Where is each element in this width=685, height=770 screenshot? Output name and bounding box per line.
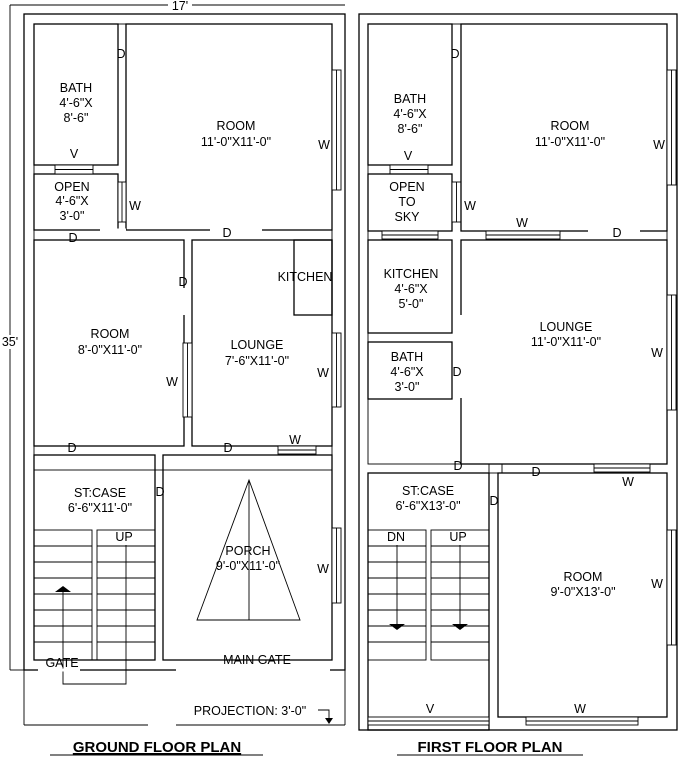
ff-stair-up-label: UP bbox=[449, 530, 467, 544]
ff-open-window-mark: W bbox=[464, 199, 476, 213]
gf-room2-window-mark: W bbox=[166, 375, 178, 389]
ff-inner-wall bbox=[368, 24, 667, 464]
ff-room2-window-mark: W bbox=[651, 577, 663, 591]
gf-lounge-label: LOUNGE bbox=[230, 338, 284, 352]
ground-floor-plan bbox=[0, 0, 345, 756]
gf-lounge-door-mark-top: D bbox=[222, 226, 232, 240]
ff-room1-size: 11'-0"X11'-0" bbox=[534, 135, 606, 149]
ff-open-sky-label: SKY bbox=[394, 210, 420, 224]
gf-kitchen-label: KITCHEN bbox=[277, 270, 333, 284]
gf-stair-treads bbox=[34, 546, 155, 642]
ff-room1-door-mark: D bbox=[450, 47, 460, 61]
gf-room2-door-mark-top: D bbox=[68, 231, 78, 245]
ff-kitchen-size1: 4'-6"X bbox=[394, 282, 428, 296]
ff-bath2-size1: 4'-6"X bbox=[390, 365, 424, 379]
ff-lounge-label: LOUNGE bbox=[539, 320, 593, 334]
ff-room2-label: ROOM bbox=[563, 570, 603, 584]
ff-open-to-label: TO bbox=[398, 195, 416, 209]
gf-room2-size: 8'-0"X11'-0" bbox=[77, 343, 143, 357]
ground-floor-title: GROUND FLOOR PLAN bbox=[72, 739, 242, 756]
gf-bath-size2: 8'-6" bbox=[63, 111, 89, 125]
ff-kitchen-label: KITCHEN bbox=[383, 267, 439, 281]
gf-lounge-size: 7'-6"X11'-0" bbox=[224, 354, 290, 368]
gf-open-label: OPEN bbox=[54, 180, 90, 194]
ff-bath1-v-mark: V bbox=[403, 149, 413, 163]
ff-stcase-size: 6'-6"X13'-0" bbox=[395, 499, 461, 513]
ff-lounge bbox=[461, 240, 667, 464]
first-floor-plan bbox=[359, 14, 677, 756]
ff-room1-bottom-door-mark: D bbox=[612, 226, 622, 240]
ff-column-notch bbox=[489, 464, 502, 473]
gf-stair-arrow-icon bbox=[55, 586, 71, 592]
gf-stair-up-label: UP bbox=[115, 530, 133, 544]
ff-stair-dn-arrow-icon bbox=[389, 624, 405, 630]
gf-room2-door-mark-right: D bbox=[178, 275, 188, 289]
ff-kitchen-size2: 5'-0" bbox=[398, 297, 424, 311]
gf-porch-label: PORCH bbox=[225, 544, 271, 558]
gf-bath-v-mark: V bbox=[69, 147, 79, 161]
gf-stcase-door-mark: D bbox=[67, 441, 77, 455]
gf-lounge-door-mark-bottom: D bbox=[223, 441, 233, 455]
gf-room1-size: 11'-0"X11'-0" bbox=[200, 135, 272, 149]
gf-room1-door-mark: D bbox=[116, 47, 126, 61]
depth-dimension-label: 35' bbox=[1, 335, 19, 349]
ff-stair-dn-label: DN bbox=[386, 530, 406, 544]
ff-bath1-size1: 4'-6"X bbox=[393, 107, 427, 121]
ff-lounge-bottom-window-mark: W bbox=[622, 475, 634, 489]
gf-projection-label: PROJECTION: 3'-0" bbox=[193, 704, 307, 718]
gf-stcase-size: 6'-6"X11'-0" bbox=[67, 501, 133, 515]
gf-gate-label: GATE bbox=[45, 656, 79, 670]
ff-bath1-label: BATH bbox=[393, 92, 427, 106]
width-dimension-label: 17' bbox=[171, 0, 189, 13]
ff-room2-size: 9'-0"X13'-0" bbox=[550, 585, 616, 599]
gf-lounge-bottom-window-mark: W bbox=[289, 433, 301, 447]
ff-stair-v-mark: V bbox=[425, 702, 435, 716]
ff-bath2-door-mark: D bbox=[452, 365, 462, 379]
gf-lounge-window-mark: W bbox=[317, 366, 329, 380]
gf-porch-door-mark: D bbox=[155, 485, 165, 499]
ff-stcase-door-mark: D bbox=[453, 459, 463, 473]
gf-room1-label: ROOM bbox=[216, 119, 256, 133]
ff-stair-treads bbox=[368, 546, 489, 642]
ff-open-label: OPEN bbox=[389, 180, 425, 194]
gf-room1-window-mark: W bbox=[318, 138, 330, 152]
ff-room2-door-mark-left: D bbox=[489, 494, 499, 508]
gf-open-size2: 3'-0" bbox=[59, 209, 85, 223]
ff-room1-window-mark: W bbox=[653, 138, 665, 152]
first-floor-title: FIRST FLOOR PLAN bbox=[417, 739, 563, 756]
ff-stair-up-arrow-icon bbox=[452, 624, 468, 630]
ff-room1-label: ROOM bbox=[550, 119, 590, 133]
gf-bath-size1: 4'-6"X bbox=[59, 96, 93, 110]
ff-stcase-label: ST:CASE bbox=[401, 484, 455, 498]
gf-porch-size: 9'-0"X11'-0" bbox=[215, 559, 281, 573]
gf-stcase-label: ST:CASE bbox=[73, 486, 127, 500]
gf-open-window-mark: W bbox=[129, 199, 141, 213]
ff-bath2-size2: 3'-0" bbox=[394, 380, 420, 394]
ff-room1-bottom-window-mark: W bbox=[516, 216, 528, 230]
gf-open-size1: 4'-6"X bbox=[55, 194, 89, 208]
gf-bath-label: BATH bbox=[59, 81, 93, 95]
ff-room2-bottom-window-mark: W bbox=[574, 702, 586, 716]
ff-lounge-window-mark: W bbox=[651, 346, 663, 360]
ff-bath2-label: BATH bbox=[390, 350, 424, 364]
ff-room2-door-mark-top: D bbox=[531, 465, 541, 479]
ff-bath1-size2: 8'-6" bbox=[397, 122, 423, 136]
gf-porch-window-mark: W bbox=[317, 562, 329, 576]
gf-main-gate-label: MAIN GATE bbox=[223, 653, 291, 667]
gf-room2-label: ROOM bbox=[90, 327, 130, 341]
ff-lounge-size: 11'-0"X11'-0" bbox=[530, 335, 602, 349]
